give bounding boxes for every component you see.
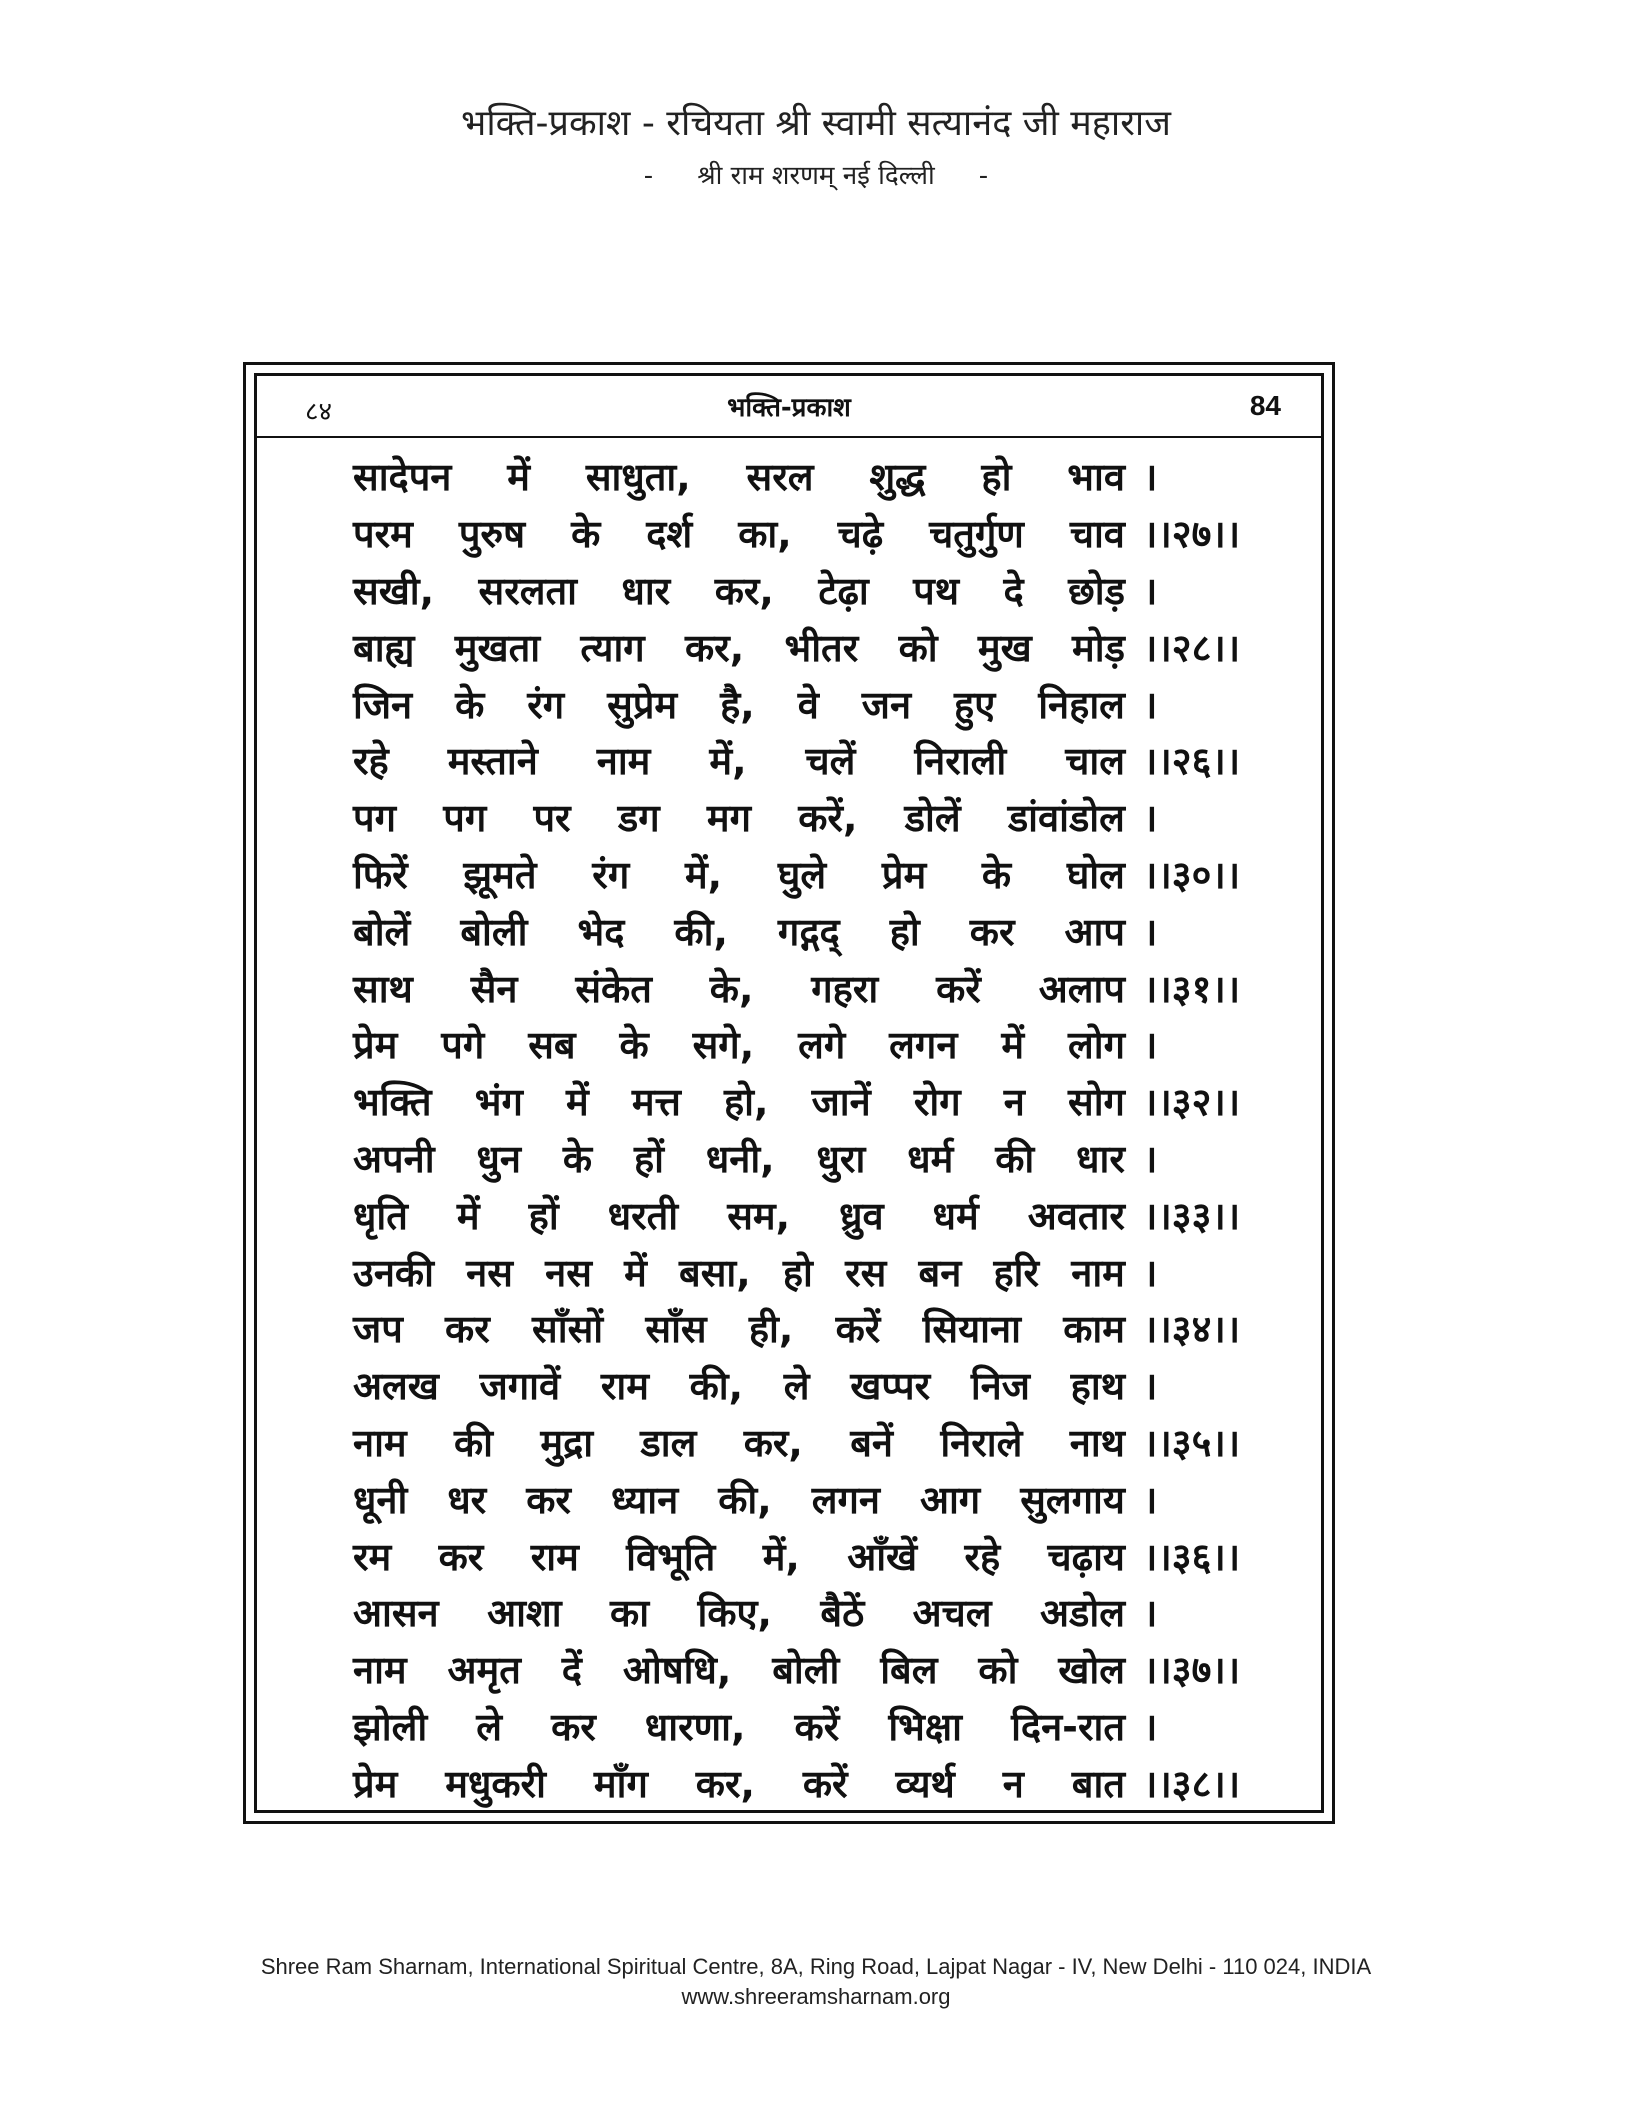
verse-word: सोग [1068, 1080, 1125, 1125]
verse-word: चाल [1065, 739, 1125, 784]
verse-line [353, 675, 1281, 732]
verse-word: की, [718, 1477, 772, 1522]
verse-word: का [610, 1591, 650, 1636]
verse-end-marker: ।।३२।। [1143, 1080, 1241, 1125]
verse-word: धनी, [705, 1136, 775, 1181]
verse-word: हुए [954, 682, 996, 727]
verse-word: धुन [476, 1136, 521, 1181]
verse-word: हो [889, 909, 920, 954]
verse-word: के [571, 512, 601, 557]
verse-line [353, 1073, 1281, 1130]
verse-word: मत्त [631, 1080, 681, 1125]
verse-word: में [1001, 1023, 1025, 1068]
verse-text [353, 1132, 1125, 1184]
verse-word: हाथ [1070, 1364, 1125, 1409]
verse-word: बैठें [820, 1591, 865, 1636]
verse-word: जगावें [479, 1364, 561, 1409]
verse-word: के [455, 682, 485, 727]
verse-word: रोग [913, 1080, 961, 1125]
verse-line [353, 1300, 1281, 1357]
verse-word: बन [918, 1250, 962, 1295]
verse-end-marker: । [1143, 1364, 1158, 1409]
verse-line [353, 1414, 1281, 1471]
verse-word: बोलें [353, 909, 411, 954]
verse-word: सियाना [922, 1307, 1021, 1352]
verse-text [353, 678, 1125, 730]
verse-word: धुरा [816, 1136, 866, 1181]
verse-word: दे [1003, 568, 1024, 613]
verse-word: रंग [592, 852, 630, 897]
verse-text [353, 621, 1125, 673]
verse-word: धार [1076, 1136, 1125, 1181]
verse-word: हों [528, 1193, 559, 1238]
verse-word: धर्म [907, 1136, 954, 1181]
verse-end-marker: ।।३१।। [1143, 966, 1241, 1011]
verse-word: अलाप [1038, 966, 1125, 1011]
verse-word: के, [709, 966, 754, 1011]
verse-word: सम, [727, 1193, 791, 1238]
verse-word: प्रेम [353, 1761, 398, 1806]
verse-word: वे [797, 682, 819, 727]
verse-line [353, 1357, 1281, 1414]
verse-word: विभूति [626, 1534, 716, 1579]
verse-line [353, 1641, 1281, 1698]
verse-end-marker: ।।३६।। [1143, 1534, 1241, 1579]
verse-word: करें [936, 966, 981, 1011]
verse-end-marker: ।।२६।। [1143, 739, 1241, 784]
verse-word: बसा, [679, 1250, 751, 1295]
subtitle-dash-left: - [643, 161, 654, 191]
verse-word: निज [970, 1364, 1030, 1409]
verse-end-marker: ।।३८।। [1143, 1761, 1241, 1806]
verse-word: किए, [697, 1591, 772, 1636]
verse-word: धर्म [932, 1193, 979, 1238]
verse-word: नस [466, 1250, 513, 1295]
verse-text [353, 734, 1125, 786]
verse-word: सब [528, 1023, 576, 1068]
verse-word: पथ [913, 568, 960, 613]
verse-end-marker: । [1143, 1250, 1158, 1295]
verse-word: पग [443, 796, 487, 841]
verse-word: शुद्ध [869, 455, 926, 500]
verse-word: डांवांडोल [1007, 796, 1125, 841]
verse-word: हो, [723, 1080, 769, 1125]
verse-end-marker: ।।२७।। [1143, 512, 1241, 557]
verse-text [353, 1586, 1125, 1638]
verse-word: झोली [353, 1704, 428, 1749]
verse-word: दर्श [646, 512, 693, 557]
verse-word: मुखता [454, 625, 541, 670]
verse-word: चढ़ाय [1047, 1534, 1125, 1579]
verse-end-marker: । [1143, 1477, 1158, 1522]
page-number-latin: 84 [1249, 390, 1281, 421]
verse-word: संकेत [575, 966, 652, 1011]
verse-word: राम [600, 1364, 649, 1409]
verse-line [353, 732, 1281, 789]
verse-word: में [565, 1080, 589, 1125]
verse-word: कर [551, 1704, 596, 1749]
verse-word: साँसों [532, 1307, 604, 1352]
verse-word: नाम [596, 739, 651, 784]
page-footer [0, 1952, 1632, 2012]
verse-text [353, 1700, 1125, 1752]
verse-text [353, 1075, 1125, 1127]
verse-word: माँग [593, 1761, 648, 1806]
verse-word: धृति [353, 1193, 408, 1238]
verse-word: बिल [880, 1648, 938, 1693]
verse-word: अमृत [447, 1648, 521, 1693]
verse-word: न [1003, 1080, 1025, 1125]
verse-word: पुरुष [458, 512, 526, 557]
verse-word: मुद्रा [540, 1420, 594, 1465]
verse-line [353, 846, 1281, 903]
verse-line [353, 618, 1281, 675]
verse-word: पगे [441, 1023, 485, 1068]
verse-word: धरती [607, 1193, 679, 1238]
verse-line [353, 902, 1281, 959]
verse-word: लोग [1067, 1023, 1125, 1068]
verse-word: नाम [353, 1420, 407, 1465]
verse-line [353, 1016, 1281, 1073]
verse-word: डोलें [904, 796, 961, 841]
verse-line [353, 959, 1281, 1016]
verse-end-marker: । [1143, 1704, 1158, 1749]
verse-text [353, 905, 1125, 957]
verse-word: बनें [850, 1420, 893, 1465]
verse-text [353, 1530, 1125, 1582]
verse-end-marker: ।।३०।। [1143, 852, 1241, 897]
verse-word: कर, [743, 1420, 803, 1465]
verse-word: निहाल [1038, 682, 1125, 727]
verse-word: मधुकरी [445, 1761, 546, 1806]
verse-word: के [981, 852, 1012, 897]
verse-word: लगे [798, 1023, 846, 1068]
verse-text [353, 791, 1125, 843]
verse-word: करें, [798, 796, 858, 841]
verse-word: बाह्य [353, 625, 415, 670]
verse-line [353, 562, 1281, 619]
verse-word: की [453, 1420, 494, 1465]
verse-line [353, 448, 1281, 505]
verse-word: नाम [1071, 1250, 1125, 1295]
verse-end-marker: ।।३७।। [1143, 1648, 1241, 1693]
verse-word: सरल [746, 455, 814, 500]
verse-end-marker: । [1143, 455, 1158, 500]
verse-word: हो [782, 1250, 813, 1295]
verse-end-marker: । [1143, 1023, 1158, 1068]
verse-word: जानें [811, 1080, 871, 1125]
verse-word: हों [633, 1136, 664, 1181]
verse-end-marker: । [1143, 1591, 1158, 1636]
verse-word: मुख [977, 625, 1032, 670]
verse-word: रंग [527, 682, 565, 727]
verse-word: कर, [695, 1761, 755, 1806]
verse-word: सरलता [478, 568, 578, 613]
verse-line [353, 1470, 1281, 1527]
verse-word: का, [738, 512, 792, 557]
verse-word: त्याग [580, 625, 645, 670]
verse-text [353, 1643, 1125, 1695]
verse-word: कर [969, 909, 1015, 954]
verse-word: कर, [685, 625, 745, 670]
verse-word: अडोल [1040, 1591, 1125, 1636]
verse-word: आग [919, 1477, 981, 1522]
verse-end-marker: ।।३३।। [1143, 1193, 1241, 1238]
verse-word: नस [545, 1250, 592, 1295]
verse-word: में [624, 1250, 647, 1295]
verse-line [353, 1527, 1281, 1584]
verse-word: ध्यान [610, 1477, 679, 1522]
verse-word: भीतर [784, 625, 859, 670]
verse-word: मोड़ [1072, 625, 1125, 670]
verse-word: साधुता, [585, 455, 691, 500]
verse-word: जन [861, 682, 912, 727]
verse-word: हो [981, 455, 1012, 500]
verse-word: के [619, 1023, 649, 1068]
verse-word: भिक्षा [888, 1704, 962, 1749]
verse-word: के [562, 1136, 593, 1181]
verse-end-marker: । [1143, 568, 1158, 613]
verse-text [353, 1018, 1125, 1070]
verse-word: प्रेम [881, 852, 927, 897]
verse-word: परम [353, 512, 413, 557]
verse-word: को [978, 1648, 1018, 1693]
verse-word: कर [526, 1477, 571, 1522]
verse-word: की, [689, 1364, 744, 1409]
page-frame [243, 362, 1335, 1824]
verse-word: दें [561, 1648, 582, 1693]
verse-word: कर, [714, 568, 774, 613]
verse-word: पग [353, 796, 396, 841]
verse-text [353, 1246, 1125, 1298]
verse-word: साँस [645, 1307, 707, 1352]
verse-text [353, 848, 1125, 900]
verse-word: हरि [993, 1250, 1040, 1295]
verse-word: फिरें [353, 852, 408, 897]
verse-line [353, 1130, 1281, 1187]
verse-word: बोली [460, 909, 528, 954]
verse-word: भाव [1067, 455, 1125, 500]
verse-word: भेद [577, 909, 625, 954]
verse-word: अचल [912, 1591, 992, 1636]
verse-word: ले [783, 1364, 810, 1409]
verse-word: टेढ़ा [818, 568, 869, 613]
verse-word: आसन [353, 1591, 439, 1636]
verse-word: की, [674, 909, 728, 954]
verse-end-marker: । [1143, 1136, 1158, 1181]
verse-word: मग [706, 796, 751, 841]
verse-word: कर [438, 1534, 484, 1579]
verse-text [353, 564, 1125, 616]
verse-word: गहरा [811, 966, 879, 1011]
verse-word: अपनी [353, 1136, 435, 1181]
verse-word: काम [1063, 1307, 1125, 1352]
verse-word: छोड़ [1068, 568, 1125, 613]
verse-line [353, 789, 1281, 846]
verse-word: में [456, 1193, 480, 1238]
verse-word: को [898, 625, 938, 670]
verse-word: आप [1064, 909, 1125, 954]
verse-word: बोली [772, 1648, 840, 1693]
verse-word: न [1002, 1761, 1024, 1806]
verse-word: घोल [1066, 852, 1125, 897]
verse-word: अलख [353, 1364, 439, 1409]
verse-word: रहे [353, 739, 389, 784]
verse-text [353, 1473, 1125, 1525]
verse-word: झूमते [463, 852, 537, 897]
verse-word: निराले [940, 1420, 1023, 1465]
verse-end-marker: ।।३४।। [1143, 1307, 1241, 1352]
document-header [0, 100, 1632, 196]
verse-line [353, 1584, 1281, 1641]
verse-word: घुले [777, 852, 827, 897]
document-title: भक्ति-प्रकाश - रचियता श्री स्वामी सत्यानंद जी महाराज [461, 103, 1171, 144]
verse-word: ध्रुव [839, 1193, 884, 1238]
verse-word: जप [353, 1307, 403, 1352]
verse-word: सुप्रेम [607, 682, 678, 727]
verse-word: धार [621, 568, 671, 613]
verse-text [353, 1416, 1125, 1468]
verse-word: धारणा, [644, 1704, 746, 1749]
verse-list [353, 448, 1281, 1811]
verse-line [353, 505, 1281, 562]
verse-word: निराली [914, 739, 1007, 784]
verse-word: सादेपन [353, 455, 452, 500]
verse-text [353, 1189, 1125, 1241]
verse-word: सैन [470, 966, 518, 1011]
verse-text [353, 962, 1125, 1014]
verse-text [353, 1302, 1125, 1354]
verse-word: रस [845, 1250, 887, 1295]
verse-word: सगे, [692, 1023, 755, 1068]
footer-url: www.shreeramsharnam.org [681, 1984, 951, 2009]
verse-word: आँखें [847, 1534, 918, 1579]
verse-word: में [507, 455, 530, 500]
verse-word: उनकी [353, 1250, 434, 1295]
verse-word: करें [794, 1704, 840, 1749]
verse-word: नाथ [1069, 1420, 1125, 1465]
page-running-head [257, 376, 1321, 438]
verse-word: चाव [1069, 512, 1125, 557]
verse-word: व्यर्थ [895, 1761, 955, 1806]
document-subtitle [0, 156, 1632, 196]
verse-word: की [995, 1136, 1035, 1181]
verse-word: लगन [811, 1477, 880, 1522]
verse-word: चलें [805, 739, 856, 784]
verse-word: करें [802, 1761, 848, 1806]
verse-word: में, [709, 739, 747, 784]
verse-word: ओषधि, [622, 1648, 732, 1693]
verse-word: अवतार [1027, 1193, 1125, 1238]
verse-word: जिन [353, 682, 413, 727]
verse-line [353, 1698, 1281, 1755]
page-frame-inner [254, 373, 1324, 1813]
verse-word: करें [835, 1307, 881, 1352]
verse-word: धर [447, 1477, 487, 1522]
verse-line [353, 1754, 1281, 1811]
verse-word: बात [1071, 1761, 1125, 1806]
verse-word: मस्ताने [447, 739, 538, 784]
verse-word: है, [720, 682, 755, 727]
verse-line [353, 1186, 1281, 1243]
verse-word: ही, [748, 1307, 794, 1352]
verse-word: डाल [640, 1420, 697, 1465]
verse-text [353, 1359, 1125, 1411]
subtitle-dash-right: - [978, 161, 989, 191]
verse-word: पर [533, 796, 571, 841]
verse-word: दिन-रात [1011, 1704, 1125, 1749]
verse-word: में, [762, 1534, 800, 1579]
verse-word: सखी, [353, 568, 435, 613]
verse-word: नाम [353, 1648, 407, 1693]
page-number-devanagari: ८४ [305, 397, 333, 427]
verse-word: राम [530, 1534, 579, 1579]
verse-word: साथ [353, 966, 413, 1011]
page-running-title: भक्ति-प्रकाश [727, 393, 851, 423]
verse-word: डग [617, 796, 660, 841]
verse-word: कर [445, 1307, 490, 1352]
verse-word: खप्पर [850, 1364, 931, 1409]
verse-word: चतुर्गुण [929, 512, 1024, 557]
verse-end-marker: । [1143, 682, 1158, 727]
verse-word: आशा [487, 1591, 562, 1636]
verse-word: रहे [964, 1534, 1001, 1579]
verse-word: चढ़े [837, 512, 884, 557]
verse-word: गद्गद् [777, 909, 840, 954]
verse-end-marker: । [1143, 909, 1158, 954]
verse-end-marker: ।।३५।। [1143, 1420, 1241, 1465]
verse-word: भंग [474, 1080, 523, 1125]
verse-line [353, 1243, 1281, 1300]
verse-text [353, 450, 1125, 502]
verse-text [353, 1757, 1125, 1809]
verse-end-marker: । [1143, 796, 1158, 841]
verse-word: सुलगाय [1020, 1477, 1125, 1522]
verse-text [353, 507, 1125, 559]
verse-word: धूनी [353, 1477, 408, 1522]
verse-word: प्रेम [353, 1023, 398, 1068]
verse-word: भक्ति [353, 1080, 432, 1125]
subtitle-text: श्री राम शरणम् नई दिल्ली [697, 161, 935, 191]
verse-word: खोल [1058, 1648, 1125, 1693]
verse-word: रम [353, 1534, 392, 1579]
verse-word: में, [684, 852, 723, 897]
verse-end-marker: ।।२८।। [1143, 625, 1241, 670]
verse-word: ले [476, 1704, 503, 1749]
footer-address: Shree Ram Sharnam, International Spiritual Centre, 8A, Ring Road, Lajpat Nagar - IV, New Delhi - 110 024, INDIA [260, 1954, 1372, 1979]
verse-word: लगन [889, 1023, 958, 1068]
